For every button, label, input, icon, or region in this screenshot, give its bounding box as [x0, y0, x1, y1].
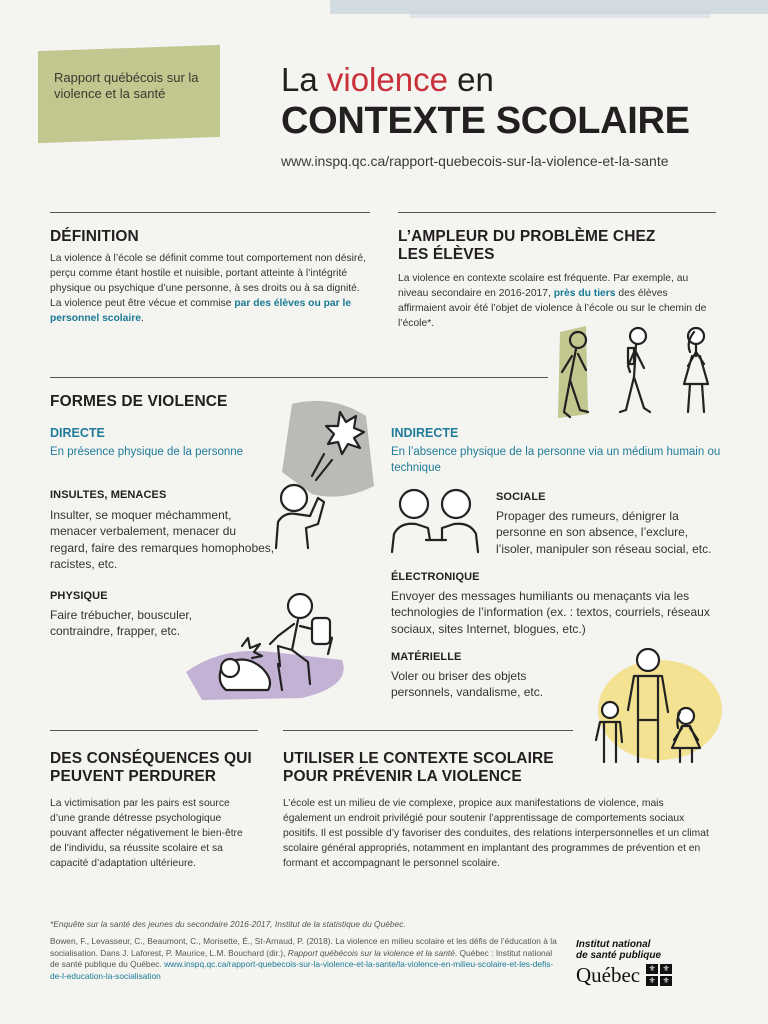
- insultes-text: Insulter, se moquer méchamment, menacer verbalement, menacer du regard, faire des remarques homophobes, racistes, etc.: [50, 508, 275, 572]
- consequences-heading: DES CONSÉQUENCES QUI PEUVENT PERDURER: [50, 750, 252, 785]
- fleur-de-lis-icon: ⚜ ⚜ ⚜ ⚜: [646, 964, 672, 986]
- divider: [398, 212, 716, 213]
- prevention-text: L’école est un milieu de vie complexe, propice aux manifestations de violence, mais également un endroit privilégié pour soutenir l’apprentissage de comportements sociaux positifs. Il est possible d’y favoriser des conduites, des relations interpersonnelles et un climat scolaire général appropriés, notamment en implantant des programmes de prévention et en formant et accompagnant le personnel scolaire.: [283, 798, 709, 869]
- insultes-title: INSULTES, MENACES: [50, 489, 167, 501]
- footnote: *Enquête sur la santé des jeunes du secondaire 2016-2017, Institut de la statistique du Québec.: [50, 919, 406, 929]
- ampleur-text-block: La violence en contexte scolaire est fréquente. Par exemple, au niveau secondaire en 2016-2017, près du tiers des élèves affirmaient avoir été l’objet de violence à l’école ou sur le chemin de l’école*.: [398, 271, 714, 377]
- directe-label: DIRECTE: [50, 426, 105, 440]
- definition-text: La violence à l’école se définit comme tout comportement non désiré, perçu comme étant hostile et nuisible, portant atteinte à l’intégrité physique ou psychique d’une personne, à ses droits ou à sa dignité. La violence peut être vécue et commise par des élèves ou par le personnel scolaire.: [50, 253, 366, 324]
- ampleur-heading: L’AMPLEUR DU PROBLÈME CHEZ LES ÉLÈVES: [398, 228, 656, 263]
- sociale-text: Propager des rumeurs, dénigrer la personne en son absence, l’exclure, l’isoler, manipuler son réseau social, etc.: [496, 509, 712, 556]
- sociale-title: SOCIALE: [496, 491, 546, 503]
- prevention-heading: UTILISER LE CONTEXTE SCOLAIRE POUR PRÉVENIR LA VIOLENCE: [283, 750, 554, 785]
- divider: [283, 730, 573, 731]
- family-illustration: [572, 640, 722, 766]
- consequences-text: La victimisation par les pairs est source d’une grande détresse psychologique pouvant affecter négativement le bien-être de l’individu, sa réussite scolaire et sa capacité d’adaptation ultérieure.: [50, 798, 243, 869]
- divider: [50, 212, 370, 213]
- students-walking-illustration: [548, 322, 718, 422]
- definition-highlight: par des élèves ou par le personnel scolaire: [50, 298, 352, 324]
- page-title-line1: La violence en: [281, 61, 494, 98]
- reference-link[interactable]: www.inspq.qc.ca/rapport-quebecois-sur-la-violence-et-la-sante/la-violence-en-milieu-scolaire-et-les-defis-de-l-education-la-socialisation: [50, 959, 554, 981]
- reference: Bowen, F., Levasseur, C., Beaumont, C., Morisette, É., St-Arnaud, P. (2018). La violence en milieu scolaire et les défis de l’éducation à la socialisation. Dans J. Laforest, P. Maurice, L.M. Bouchard (dir.), Rapport québécois sur la violence et la santé. Québec : Institut national de santé publique du Québec. www.inspq.qc.ca/rapport-quebecois-sur-la-violence-et-la-sante/la-violence-en-milieu-scolaire-et-les-defis-de-l-education-la-socialisation: [50, 936, 557, 981]
- definition-heading: DÉFINITION: [50, 228, 139, 245]
- physique-title: PHYSIQUE: [50, 590, 108, 602]
- report-url[interactable]: www.inspq.qc.ca/rapport-quebecois-sur-la-violence-et-la-sante: [281, 153, 669, 169]
- electronique-title: ÉLECTRONIQUE: [391, 571, 480, 583]
- ampleur-highlight: près du tiers: [553, 288, 616, 299]
- indirecte-label: INDIRECTE: [391, 426, 459, 440]
- social-illustration: [386, 484, 486, 556]
- title-highlight: violence: [326, 61, 448, 98]
- inspq-logo: [576, 939, 726, 987]
- insult-illustration: [262, 398, 380, 550]
- physique-text: Faire trébucher, bousculer, contraindre, frapper, etc.: [50, 608, 193, 639]
- top-wash-decoration: [330, 0, 768, 30]
- indirecte-desc: En l’absence physique de la personne via un médium humain ou technique: [391, 446, 721, 474]
- materielle-text: Voler ou briser des objets personnels, vandalisme, etc.: [391, 669, 544, 700]
- formes-heading: FORMES DE VIOLENCE: [50, 393, 228, 410]
- logo-line1: Institut national: [576, 939, 651, 950]
- page-title-line2: CONTEXTE SCOLAIRE: [281, 100, 690, 142]
- electronique-text: Envoyer des messages humiliants ou menaçants via les technologies de l’information (ex. : textos, courriels, réseaux sociaux, sites Internet, blogues, etc.): [391, 589, 710, 636]
- divider: [50, 730, 258, 731]
- logo-quebec: Québec: [576, 963, 641, 987]
- divider: [50, 377, 548, 378]
- materielle-title: MATÉRIELLE: [391, 651, 462, 663]
- physical-illustration: [182, 590, 362, 702]
- logo-line2: de santé publique: [576, 950, 662, 961]
- report-tag: Rapport québécois sur la violence et la santé: [54, 70, 199, 101]
- directe-desc: En présence physique de la personne: [50, 446, 244, 458]
